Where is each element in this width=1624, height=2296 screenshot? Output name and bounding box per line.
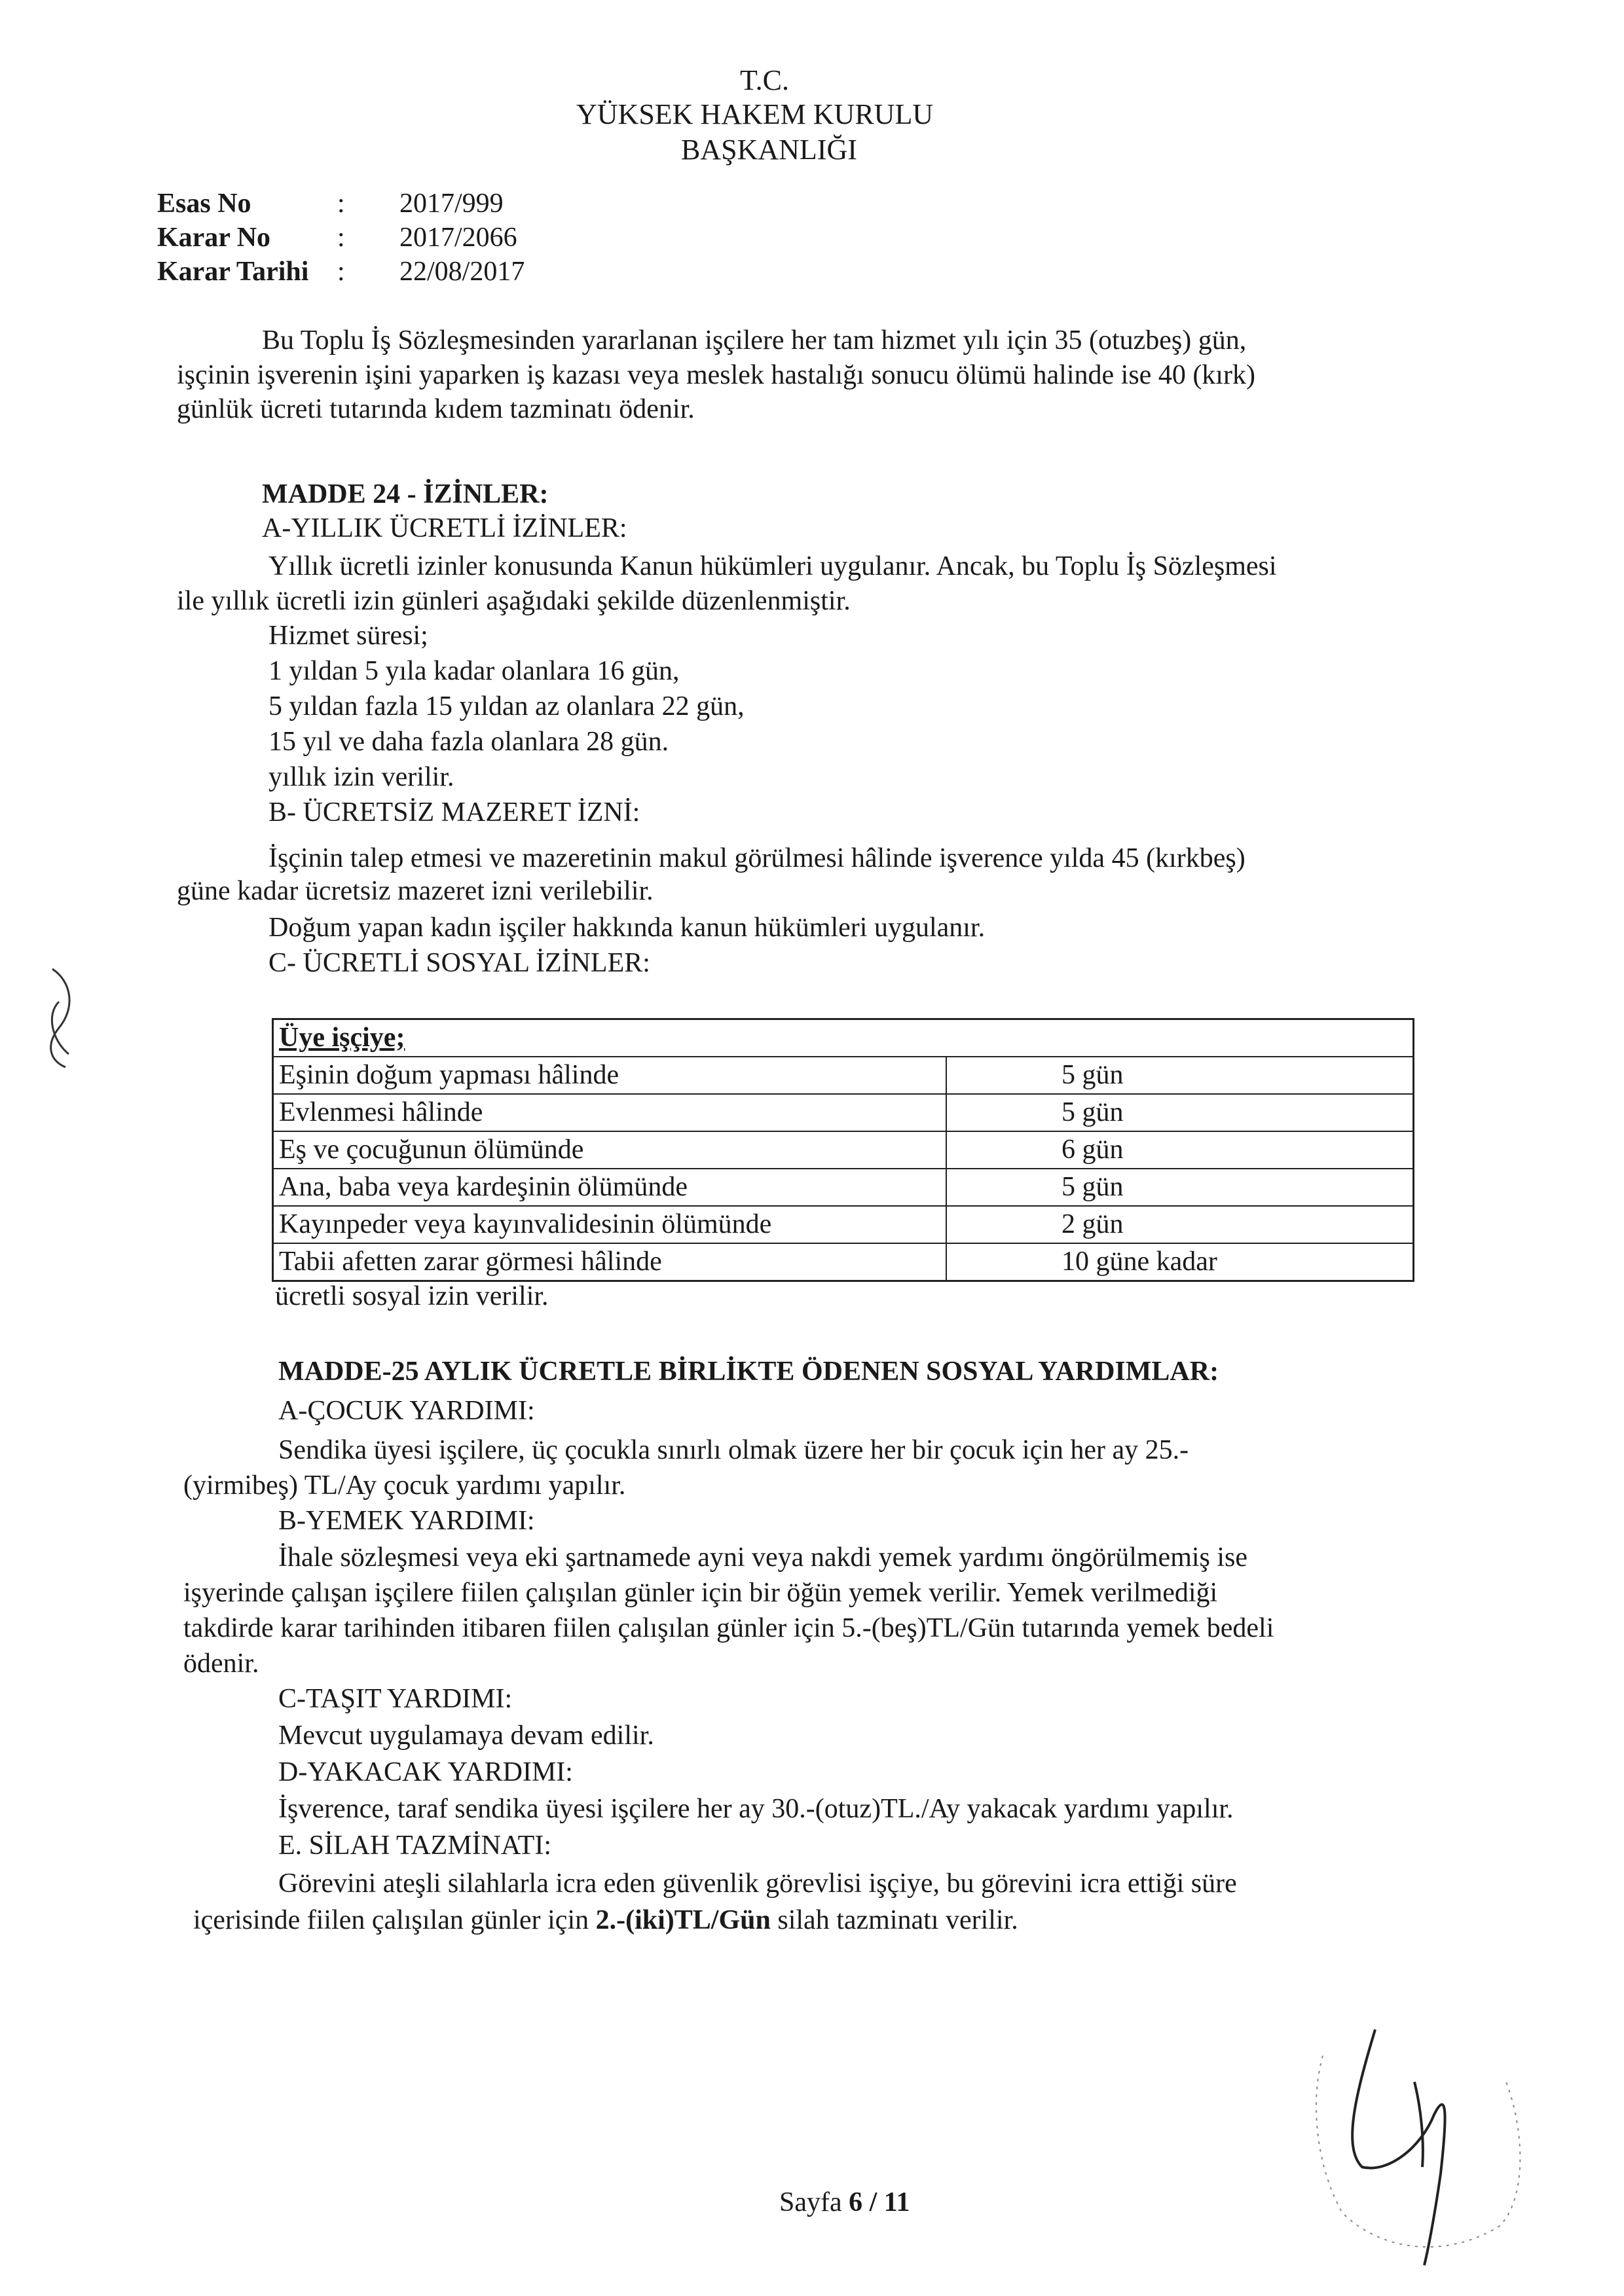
case-meta [157, 187, 616, 289]
madde25-d-line: İşverence, taraf sendika üyesi işçilere her ay 30.-(otuz)TL./Ay yakacak yardımı yapılır. [278, 1794, 1234, 1824]
leave-days: 10 güne kadar [946, 1243, 1414, 1281]
karar-row [157, 221, 616, 255]
karar-value: 2017/2066 [399, 223, 517, 253]
madde24-a-line: 1 yıldan 5 yıla kadar olanlara 16 gün, [268, 656, 680, 686]
madde24-b-line: Doğum yapan kadın işçiler hakkında kanun hükümleri uygulanır. [268, 913, 986, 943]
leave-days: 5 gün [946, 1057, 1414, 1094]
leave-days: 5 gün [946, 1169, 1414, 1206]
table-header-cell: Üye işçiye; [273, 1019, 1414, 1057]
madde24-b-line: güne kadar ücretsiz mazeret izni verilebilir. [177, 876, 654, 906]
footer-label: Sayfa [779, 2187, 849, 2217]
colon: : [337, 223, 345, 253]
madde25-b-line: işyerinde çalışan işçilere fiilen çalışılan günler için bir öğün yemek verilir. Yemek verilmediği [183, 1578, 1218, 1608]
intro-line: Bu Toplu İş Sözleşmesinden yararlanan işçilere her tam hizmet yılı için 35 (otuzbeş) gün, [262, 325, 1247, 355]
madde25-title: MADDE-25 AYLIK ÜCRETLE BİRLİKTE ÖDENEN SOSYAL YARDIMLAR: [278, 1357, 1219, 1387]
madde25-e-line [193, 1904, 1018, 1937]
madde24-a-line: 15 yıl ve daha fazla olanlara 28 gün. [268, 727, 669, 757]
header-tc: T.C. [740, 64, 789, 96]
madde24-b-line: İşçinin talep etmesi ve mazeretinin makul görülmesi hâlinde işverence yılda 45 (kırkbeş) [268, 843, 1246, 873]
madde25-d-title: D-YAKACAK YARDIMI: [278, 1757, 573, 1787]
madde24-title: MADDE 24 - İZİNLER: [262, 479, 549, 509]
madde25-a-line: (yirmibeş) TL/Ay çocuk yardımı yapılır. [183, 1470, 626, 1501]
tarih-value: 22/08/2017 [399, 257, 525, 287]
margin-initial-mark [39, 962, 85, 1074]
madde25-b-line: takdirde karar tarihinden itibaren fiilen çalışılan günler için 5.-(beş)TL/Gün tutarında yemek bedeli [183, 1613, 1274, 1643]
leave-reason: Eş ve çocuğunun ölümünde [273, 1131, 947, 1169]
madde25-a-title: A-ÇOCUK YARDIMI: [278, 1396, 535, 1426]
signature-stamp [1283, 2003, 1532, 2278]
madde24-a-line: yıllık izin verilir. [268, 762, 454, 792]
colon: : [337, 189, 345, 219]
madde25-b-line: İhale sözleşmesi veya eki şartnamede ayni veya nakdi yemek yardımı öngörülmemiş ise [278, 1542, 1248, 1573]
table-row [273, 1206, 1414, 1243]
header-presidency: BAŞKANLIĞI [681, 134, 857, 166]
madde25-e-line: Görevini ateşli silahlarla icra eden güvenlik görevlisi işçiye, bu görevini icra ettiği süre [278, 1868, 1237, 1899]
leave-reason: Tabii afetten zarar görmesi hâlinde [273, 1243, 947, 1281]
leave-days: 5 gün [946, 1094, 1414, 1131]
tarih-label: Karar Tarihi [157, 257, 309, 287]
leave-days: 6 gün [946, 1131, 1414, 1169]
table-row [273, 1243, 1414, 1281]
madde25-c-title: C-TAŞIT YARDIMI: [278, 1684, 513, 1714]
leave-reason: Eşinin doğum yapması hâlinde [273, 1057, 947, 1094]
madde25-b-title: B-YEMEK YARDIMI: [278, 1506, 535, 1536]
table-row [273, 1169, 1414, 1206]
madde25-a-line: Sendika üyesi işçilere, üç çocukla sınırlı olmak üzere her bir çocuk için her ay 25.- [278, 1435, 1189, 1465]
colon: : [337, 257, 345, 287]
leave-reason: Evlenmesi hâlinde [273, 1094, 947, 1131]
esas-label: Esas No [157, 189, 251, 219]
table-row [273, 1131, 1414, 1169]
madde24-b-title: B- ÜCRETSİZ MAZERET İZNİ: [268, 797, 640, 828]
leave-reason: Kayınpeder veya kayınvalidesinin ölümünde [273, 1206, 947, 1243]
esas-row [157, 187, 616, 221]
page-footer [779, 2187, 910, 2218]
intro-line: işçinin işverenin işini yaparken iş kazası veya meslek hastalığı sonucu ölümü halinde ise 40 (kırk) [177, 360, 1255, 390]
intro-line: günlük ücreti tutarında kıdem tazminatı ödenir. [177, 394, 695, 424]
madde24-a-line: Hizmet süresi; [268, 621, 428, 651]
leave-days: 2 gün [946, 1206, 1414, 1243]
table-row [273, 1094, 1414, 1131]
page-number: 6 / 11 [849, 2187, 910, 2217]
madde25-e-title: E. SİLAH TAZMİNATI: [278, 1831, 551, 1861]
e-line2-pre: içerisinde fiilen çalışılan günler için [193, 1905, 596, 1935]
madde24-a-line: Yıllık ücretli izinler konusunda Kanun hükümleri uygulanır. Ancak, bu Toplu İş Sözleşmesi [268, 551, 1277, 581]
madde24-a-line: 5 yıldan fazla 15 yıldan az olanlara 22 gün, [268, 691, 745, 721]
leave-reason: Ana, baba veya kardeşinin ölümünde [273, 1169, 947, 1206]
tarih-row [157, 255, 616, 289]
e-line2-post: silah tazminatı verilir. [770, 1905, 1018, 1935]
esas-value: 2017/999 [399, 189, 504, 219]
madde25-c-line: Mevcut uygulamaya devam edilir. [278, 1721, 654, 1751]
madde25-b-line: ödenir. [183, 1649, 259, 1679]
madde24-a-line: ile yıllık ücretli izin günleri aşağıdaki şekilde düzenlenmiştir. [177, 586, 851, 616]
madde24-a-title: A-YILLIK ÜCRETLİ İZİNLER: [262, 513, 627, 543]
e-line2-bold: 2.-(iki)TL/Gün [595, 1905, 771, 1935]
madde24-c-after: ücretli sosyal izin verilir. [275, 1281, 549, 1311]
table-header-row [273, 1019, 1414, 1057]
table-row [273, 1057, 1414, 1094]
madde24-c-title: C- ÜCRETLİ SOSYAL İZİNLER: [268, 948, 650, 978]
header-institution: YÜKSEK HAKEM KURULU [576, 98, 934, 130]
social-leave-table [272, 1018, 1414, 1282]
karar-label: Karar No [157, 223, 271, 253]
